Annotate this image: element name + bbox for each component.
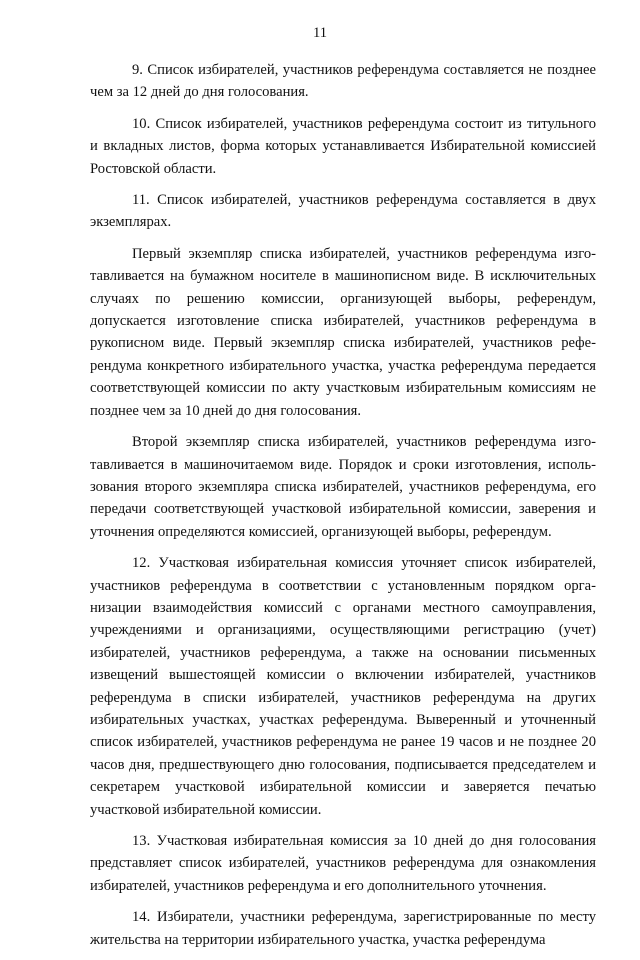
paragraph-item-10: 10. Список избирателей, участников референдума состоит из титульного и вкладных листов, форма которых устанавливается Избирательной комиссией Ростовской области. [90,115,596,177]
paragraph-item-14: 14. Избиратели, участники референдума, зарегистрированные по месту жительства на территории избирательного участка, участка референдума [90,909,596,948]
page-number: 11 [312,25,328,41]
document-body [90,59,596,960]
paragraph-second-copy: Второй экземпляр списка избирателей, участников референдума изготавливается в машиночитаемом виде. Порядок и сроки изготовления, использования второго экземпляра списка избирателей, участников референдума, его передачи соответствующей участковой избирательной комиссии, заверения и уточнения определяются комиссией, организующей выборы, референдум. [90,434,596,540]
paragraph-item-11: 11. Список избирателей, участников референдума составляется в двух экземплярах. [90,192,596,231]
paragraph-first-copy: Первый экземпляр списка избирателей, участников референдума изготавливается на бумажном носителе в машинописном виде. В исключительных случаях по решению комиссии, организующей выборы, референдум, допускается изготовление списка избирателей, участников референдума в рукописном виде. Первый экземпляр списка избирателей, участников референдума конкретного избирательного участка, участка референдума передается соответствующей комиссии по акту участковым избирательным комиссиям не позднее чем за 10 дней до дня голосования. [90,245,596,419]
paragraph-item-12: 12. Участковая избирательная комиссия уточняет список избирателей, участников референдума в соответствии с установленным порядком организации взаимодействия комиссий с органами местного самоуправления, учреждениями и организациями, осуществляющими регистрацию (учет) избирателей, участников референдума, а также на основании письменных извещений вышестоящей комиссии о включении избирателей, участников референдума в списки избирателей, участников референдума на других избирательных участках, участках референдума. Выверенный и уточненный список избирателей, участников референдума не ранее 19 часов и не позднее 20 часов дня, предшествующего дню голосования, подписывается председателем и секретарем участковой избирательной комиссии и заверяется печатью участковой избирательной комиссии. [90,555,596,818]
paragraph-item-13: 13. Участковая избирательная комиссия за 10 дней до дня голосования представляет список избирателей, участников референдума для ознакомления избирателей, участников референдума и его дополнительного уточнения. [90,833,596,894]
paragraph-item-9: 9. Список избирателей, участников референдума составляется не позднее чем за 12 дней до дня голосования. [90,62,596,101]
